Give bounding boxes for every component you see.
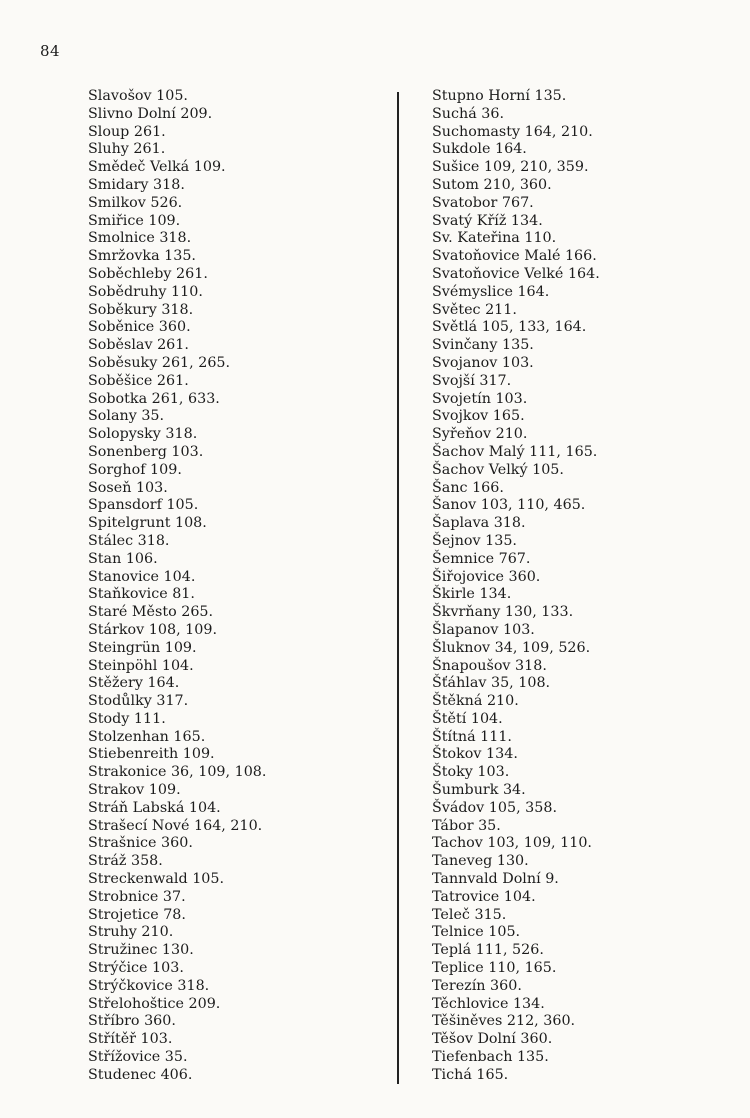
index-entry: Štokov 134. <box>432 746 518 763</box>
index-entry: Šťáhlav 35, 108. <box>432 675 551 692</box>
index-entry: Suchomasty 164, 210. <box>432 123 593 140</box>
index-entry: Tábor 35. <box>432 817 501 834</box>
index-entry: Sutom 210, 360. <box>432 176 552 193</box>
index-column-right <box>432 88 732 1085</box>
index-entry: Šumburk 34. <box>432 782 526 799</box>
index-entry: Tannvald Dolní 9. <box>432 871 559 888</box>
index-entry: Slivno Dolní 209. <box>88 105 213 122</box>
index-entry: Svojanov 103. <box>432 354 534 371</box>
index-entry: Slavošov 105. <box>88 88 188 104</box>
index-entry: Švádov 105, 358. <box>432 799 557 816</box>
index-entry: Tatrovice 104. <box>432 888 536 905</box>
index-entry: Šejnov 135. <box>432 532 517 549</box>
index-entry: Suchá 36. <box>432 105 505 122</box>
index-entry: Stříbro 360. <box>88 1013 176 1030</box>
index-entry: Stárkov 108, 109. <box>88 621 218 638</box>
index-entry: Škvrňany 130, 133. <box>432 604 574 621</box>
index-entry: Studenec 406. <box>88 1066 193 1083</box>
index-entry: Soběsuky 261, 265. <box>88 354 231 371</box>
index-entry: Šnapoušov 318. <box>432 657 547 674</box>
index-entry: Sukdole 164. <box>432 141 527 158</box>
index-entry: Střížovice 35. <box>88 1049 188 1066</box>
index-entry: Sloup 261. <box>88 123 166 140</box>
index-entry: Tichá 165. <box>432 1066 509 1083</box>
index-entry: Stanovice 104. <box>88 568 196 585</box>
index-entry: Šanov 103, 110, 465. <box>432 497 586 514</box>
index-entry: Střítěř 103. <box>88 1031 173 1048</box>
index-entry: Stráň Labská 104. <box>88 799 221 816</box>
index-entry: Spitelgrunt 108. <box>88 515 207 532</box>
index-entry: Strýčice 103. <box>88 960 184 977</box>
index-entry: Teleč 315. <box>432 906 507 923</box>
index-entry: Strakov 109. <box>88 782 181 799</box>
index-entry: Steinpöhl 104. <box>88 657 194 674</box>
index-entry: Strojetice 78. <box>88 906 186 923</box>
index-entry: Střelohoštice 209. <box>88 995 221 1012</box>
column-divider <box>397 92 399 1084</box>
index-entry: Stálec 318. <box>88 532 170 549</box>
index-entry: Teplá 111, 526. <box>432 942 544 959</box>
index-entry: Smržovka 135. <box>88 248 196 265</box>
index-entry: Šluknov 34, 109, 526. <box>432 639 591 656</box>
index-entry: Stolzenhan 165. <box>88 728 206 745</box>
index-entry: Šemnice 767. <box>432 550 531 567</box>
index-entry: Těšiněves 212, 360. <box>432 1013 576 1030</box>
index-entry: Světec 211. <box>432 301 517 318</box>
index-entry: Štěkná 210. <box>432 693 519 710</box>
index-entry: Sobědruhy 110. <box>88 283 203 300</box>
index-entry: Solany 35. <box>88 408 165 425</box>
index-entry: Syřeňov 210. <box>432 426 528 443</box>
index-entry: Stodůlky 317. <box>88 693 189 710</box>
index-entry: Smolnice 318. <box>88 230 192 247</box>
index-entry: Strašecí Nové 164, 210. <box>88 817 263 834</box>
index-entry: Smědeč Velká 109. <box>88 159 226 176</box>
index-entry: Svojkov 165. <box>432 408 525 425</box>
index-entry: Stráž 358. <box>88 853 163 870</box>
index-entry: Sluhy 261. <box>88 141 166 158</box>
index-entry: Stiebenreith 109. <box>88 746 215 763</box>
index-entry: Šachov Malý 111, 165. <box>432 443 598 460</box>
index-entry: Soběslav 261. <box>88 337 189 354</box>
index-entry: Soseň 103. <box>88 479 168 496</box>
index-entry: Svatoňovice Velké 164. <box>432 265 600 282</box>
index-entry: Smilkov 526. <box>88 194 183 211</box>
index-entry: Štítná 111. <box>432 728 512 745</box>
index-entry: Svémyslice 164. <box>432 283 550 300</box>
index-entry: Struhy 210. <box>88 924 174 941</box>
index-entry: Soběšice 261. <box>88 372 189 389</box>
index-entry: Světlá 105, 133, 164. <box>432 319 587 336</box>
index-entry: Těšov Dolní 360. <box>432 1031 553 1048</box>
index-entry: Strakonice 36, 109, 108. <box>88 764 267 781</box>
index-entry: Strýčkovice 318. <box>88 977 210 994</box>
index-entry: Stružinec 130. <box>88 942 194 959</box>
index-entry: Svojetín 103. <box>432 390 528 407</box>
index-entry: Streckenwald 105. <box>88 871 225 888</box>
index-entry: Steingrün 109. <box>88 639 197 656</box>
index-entry: Staňkovice 81. <box>88 586 195 603</box>
index-entry: Teplice 110, 165. <box>432 960 557 977</box>
index-entry: Strašnice 360. <box>88 835 193 852</box>
index-entry: Soběkury 318. <box>88 301 194 318</box>
index-entry: Svatobor 767. <box>432 194 534 211</box>
index-entry: Stěžery 164. <box>88 675 180 692</box>
index-entry: Štoky 103. <box>432 764 510 781</box>
index-entry: Sušice 109, 210, 359. <box>432 159 589 176</box>
index-entry: Strobnice 37. <box>88 888 186 905</box>
index-entry: Šlapanov 103. <box>432 621 535 638</box>
index-entry: Svinčany 135. <box>432 337 534 354</box>
index-entry: Svatoňovice Malé 166. <box>432 248 597 265</box>
index-column-left <box>88 88 378 1085</box>
index-entry: Smiřice 109. <box>88 212 181 229</box>
index-entry: Sv. Kateřina 110. <box>432 230 557 247</box>
index-entry: Tachov 103, 109, 110. <box>432 835 592 852</box>
index-entry: Terezín 360. <box>432 977 522 994</box>
index-entry: Spansdorf 105. <box>88 497 199 514</box>
page-number: 84 <box>40 42 61 60</box>
index-entry: Stupno Horní 135. <box>432 88 567 104</box>
index-entry: Šanc 166. <box>432 479 504 496</box>
index-entry: Tiefenbach 135. <box>432 1049 549 1066</box>
index-entry: Solopysky 318. <box>88 426 198 443</box>
index-entry: Těchlovice 134. <box>432 995 545 1012</box>
index-entry: Taneveg 130. <box>432 853 529 870</box>
index-entry: Škirle 134. <box>432 586 512 603</box>
index-entry: Sonenberg 103. <box>88 443 204 460</box>
index-entry: Svojší 317. <box>432 372 512 389</box>
index-entry: Soběchleby 261. <box>88 265 208 282</box>
index-entry: Stody 111. <box>88 710 166 727</box>
index-entry: Smidary 318. <box>88 176 185 193</box>
index-entry: Šaplava 318. <box>432 515 526 532</box>
index-entry: Soběnice 360. <box>88 319 191 336</box>
index-entry: Stan 106. <box>88 550 158 567</box>
index-entry: Sorghof 109. <box>88 461 182 478</box>
index-entry: Šachov Velký 105. <box>432 461 564 478</box>
index-entry: Štětí 104. <box>432 710 503 727</box>
index-entry: Svatý Kříž 134. <box>432 212 543 229</box>
index-entry: Staré Město 265. <box>88 604 214 621</box>
index-entry: Šiřojovice 360. <box>432 568 541 585</box>
index-entry: Telnice 105. <box>432 924 521 941</box>
index-entry: Sobotka 261, 633. <box>88 390 220 407</box>
